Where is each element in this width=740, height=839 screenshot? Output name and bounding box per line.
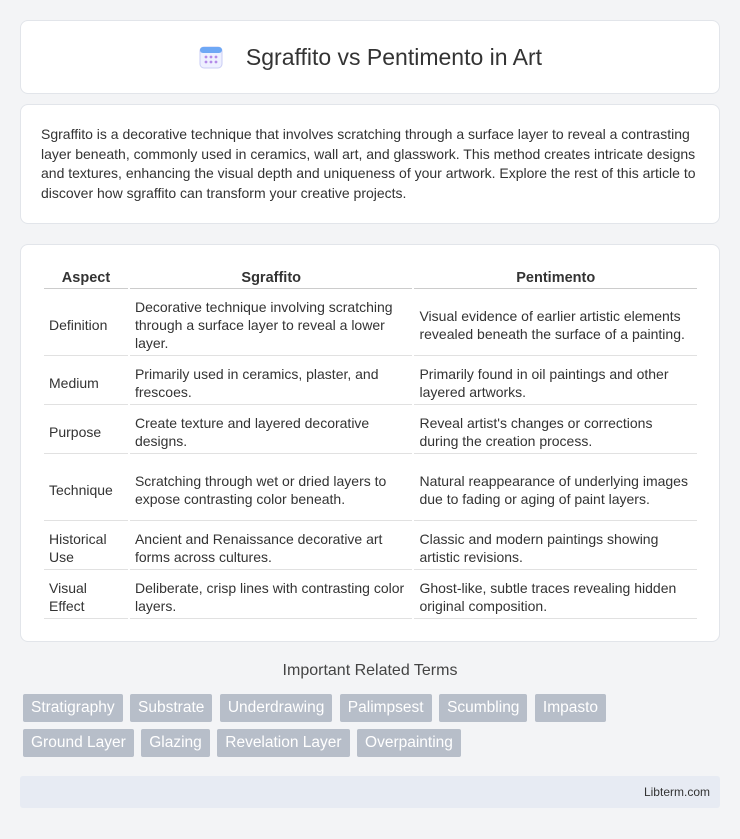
row-aspect: Medium (44, 358, 128, 405)
related-term-tag[interactable]: Palimpsest (340, 694, 432, 722)
related-term-tag[interactable]: Substrate (130, 694, 212, 722)
related-term-tag[interactable]: Glazing (141, 729, 210, 757)
related-terms-title: Important Related Terms (282, 662, 458, 679)
header-pentimento: Pentimento (414, 267, 697, 289)
comparison-table (42, 265, 699, 621)
page-title: Sgraffito vs Pentimento in Art (245, 43, 543, 70)
row-aspect: Purpose (44, 407, 128, 454)
related-term-tag[interactable]: Stratigraphy (23, 694, 123, 722)
row-pentimento: Visual evidence of earlier artistic elements revealed beneath the surface of a painting. (414, 291, 697, 356)
row-aspect: Technique (44, 456, 128, 521)
row-pentimento: Reveal artist's changes or corrections during the creation process. (414, 407, 697, 454)
footer (20, 776, 720, 808)
row-pentimento: Ghost-like, subtle traces revealing hidden original composition. (414, 572, 697, 619)
related-term-tag[interactable]: Ground Layer (23, 729, 134, 757)
row-aspect: Historical Use (44, 523, 128, 570)
related-term-tag[interactable]: Underdrawing (220, 694, 333, 722)
table-row (44, 291, 697, 356)
row-sgraffito: Create texture and layered decorative designs. (130, 407, 413, 454)
header-sgraffito: Sgraffito (130, 267, 413, 289)
row-pentimento: Natural reappearance of underlying images due to fading or aging of paint layers. (414, 456, 697, 521)
related-terms-list (23, 694, 723, 764)
row-sgraffito: Primarily used in ceramics, plaster, and frescoes. (130, 358, 413, 405)
comparison-table-card (20, 244, 720, 642)
footer-site-link[interactable]: Libterm.com (643, 785, 710, 799)
row-sgraffito: Decorative technique involving scratching through a surface layer to reveal a lower layer. (130, 291, 413, 356)
row-sgraffito: Deliberate, crisp lines with contrasting color layers. (130, 572, 413, 619)
table-header-row (44, 267, 697, 289)
table-row (44, 456, 697, 521)
table-row (44, 358, 697, 405)
table-row (44, 523, 697, 570)
header-card (20, 20, 720, 94)
row-pentimento: Primarily found in oil paintings and other layered artworks. (414, 358, 697, 405)
row-sgraffito: Scratching through wet or dried layers to expose contrasting color beneath. (130, 456, 413, 521)
row-aspect: Visual Effect (44, 572, 128, 619)
related-term-tag[interactable]: Scumbling (439, 694, 527, 722)
related-term-tag[interactable]: Impasto (535, 694, 606, 722)
row-aspect: Definition (44, 291, 128, 356)
table-row (44, 572, 697, 619)
row-sgraffito: Ancient and Renaissance decorative art forms across cultures. (130, 523, 413, 570)
calendar-icon (198, 44, 224, 70)
row-pentimento: Classic and modern paintings showing artistic revisions. (414, 523, 697, 570)
table-row (44, 407, 697, 454)
related-term-tag[interactable]: Overpainting (357, 729, 461, 757)
related-term-tag[interactable]: Revelation Layer (217, 729, 349, 757)
header-aspect: Aspect (44, 267, 128, 289)
intro-card (20, 104, 720, 224)
intro-text: Sgraffito is a decorative technique that involves scratching through a surface layer to reveal a contrasting layer beneath, commonly used in ceramics, wall art, and glasswork. This method creates intricate designs and textures, enhancing the visual depth and uniqueness of your artwork. Explore the rest of this article to discover how sgraffito can transform your creative projects. (41, 126, 696, 201)
